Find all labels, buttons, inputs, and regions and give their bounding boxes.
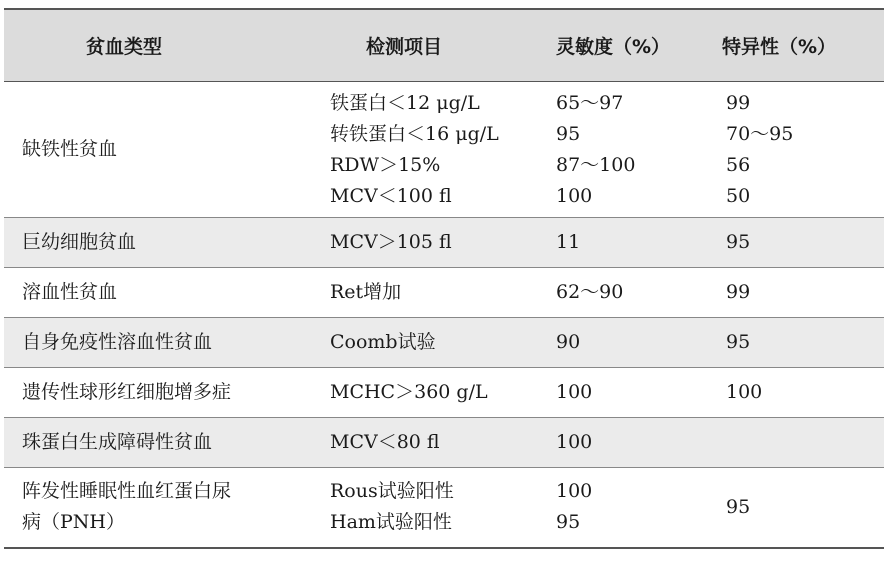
anemia-test-table <box>4 8 884 549</box>
cell-sensitivity <box>540 218 710 268</box>
cell-test-item-line: 铁蛋白＜12 μg/L <box>330 91 480 114</box>
cell-test-item-line: MCHC＞360 g/L <box>330 381 488 403</box>
cell-anemia-type-line: 遗传性球形红细胞增多症 <box>22 381 232 403</box>
cell-anemia-type-line: 巨幼细胞贫血 <box>22 231 137 253</box>
cell-sensitivity <box>540 368 710 418</box>
cell-sensitivity-line: 90 <box>556 331 581 353</box>
cell-sensitivity <box>540 418 710 468</box>
cell-specificity-line: 56 <box>726 153 751 176</box>
cell-test-item-line: Rous试验阳性 <box>330 480 454 503</box>
cell-test-item-line: MCV＞105 fl <box>330 231 452 253</box>
cell-sensitivity-line: 100 <box>556 480 593 503</box>
cell-test-item-line: Coomb试验 <box>330 331 436 353</box>
table-row <box>4 368 884 418</box>
cell-anemia-type-line: 阵发性睡眠性血红蛋白尿 <box>22 480 232 503</box>
cell-anemia-type-line: 病（PNH） <box>22 511 125 534</box>
table-row <box>4 468 884 548</box>
cell-sensitivity-line: 11 <box>556 231 581 253</box>
cell-sensitivity-line: 95 <box>556 122 581 145</box>
table-row <box>4 82 884 218</box>
cell-anemia-type <box>4 468 314 548</box>
cell-anemia-type <box>4 218 314 268</box>
cell-sensitivity-line: 100 <box>556 184 593 207</box>
cell-test-item-line: Ham试验阳性 <box>330 511 452 534</box>
cell-specificity-line: 100 <box>726 381 763 403</box>
cell-sensitivity <box>540 318 710 368</box>
cell-anemia-type <box>4 82 314 218</box>
cell-test-item-line: 转铁蛋白＜16 μg/L <box>330 122 499 145</box>
cell-sensitivity <box>540 468 710 548</box>
cell-anemia-type <box>4 418 314 468</box>
cell-test-item <box>314 468 540 548</box>
header-specificity: 特异性（%） <box>710 9 884 82</box>
cell-test-item <box>314 368 540 418</box>
table-row <box>4 418 884 468</box>
cell-anemia-type-line: 缺铁性贫血 <box>22 138 118 160</box>
cell-specificity <box>710 82 884 218</box>
cell-sensitivity-line: 87～100 <box>556 153 636 176</box>
cell-specificity-line: 95 <box>726 495 751 518</box>
cell-sensitivity-line: 100 <box>556 431 593 453</box>
table-row <box>4 318 884 368</box>
table-header <box>4 9 884 82</box>
cell-test-item <box>314 418 540 468</box>
cell-specificity-line: 50 <box>726 184 751 207</box>
cell-specificity-line: 99 <box>726 281 751 303</box>
cell-test-item-line: MCV＜100 fl <box>330 184 452 207</box>
cell-anemia-type <box>4 368 314 418</box>
cell-specificity <box>710 218 884 268</box>
cell-specificity <box>710 318 884 368</box>
cell-sensitivity-line: 62～90 <box>556 281 624 303</box>
anemia-test-table-container <box>4 8 884 549</box>
cell-anemia-type-line: 自身免疫性溶血性贫血 <box>22 331 213 353</box>
cell-anemia-type-line: 珠蛋白生成障碍性贫血 <box>22 431 213 453</box>
cell-test-item-line: Ret增加 <box>330 281 402 303</box>
cell-anemia-type-line: 溶血性贫血 <box>22 281 118 303</box>
cell-test-item-line: RDW＞15% <box>330 153 441 176</box>
cell-specificity <box>710 468 884 548</box>
cell-test-item <box>314 318 540 368</box>
cell-anemia-type <box>4 268 314 318</box>
cell-sensitivity <box>540 268 710 318</box>
cell-specificity <box>710 368 884 418</box>
header-sensitivity: 灵敏度（%） <box>540 9 710 82</box>
table-row <box>4 268 884 318</box>
cell-test-item <box>314 268 540 318</box>
table-row <box>4 218 884 268</box>
header-anemia-type: 贫血类型 <box>4 9 314 82</box>
cell-specificity-line: 95 <box>726 331 751 353</box>
cell-anemia-type <box>4 318 314 368</box>
cell-sensitivity-line: 100 <box>556 381 593 403</box>
cell-specificity-line: 70～95 <box>726 122 794 145</box>
cell-sensitivity-line: 95 <box>556 511 581 534</box>
cell-test-item <box>314 218 540 268</box>
cell-sensitivity-line: 65～97 <box>556 91 624 114</box>
cell-test-item-line: MCV＜80 fl <box>330 431 440 453</box>
cell-sensitivity <box>540 82 710 218</box>
cell-specificity-line: 95 <box>726 231 751 253</box>
cell-test-item <box>314 82 540 218</box>
header-test-item: 检测项目 <box>314 9 540 82</box>
cell-specificity-line: 99 <box>726 91 751 114</box>
table-body <box>4 82 884 548</box>
header-row <box>4 9 884 82</box>
cell-specificity <box>710 418 884 468</box>
cell-specificity <box>710 268 884 318</box>
